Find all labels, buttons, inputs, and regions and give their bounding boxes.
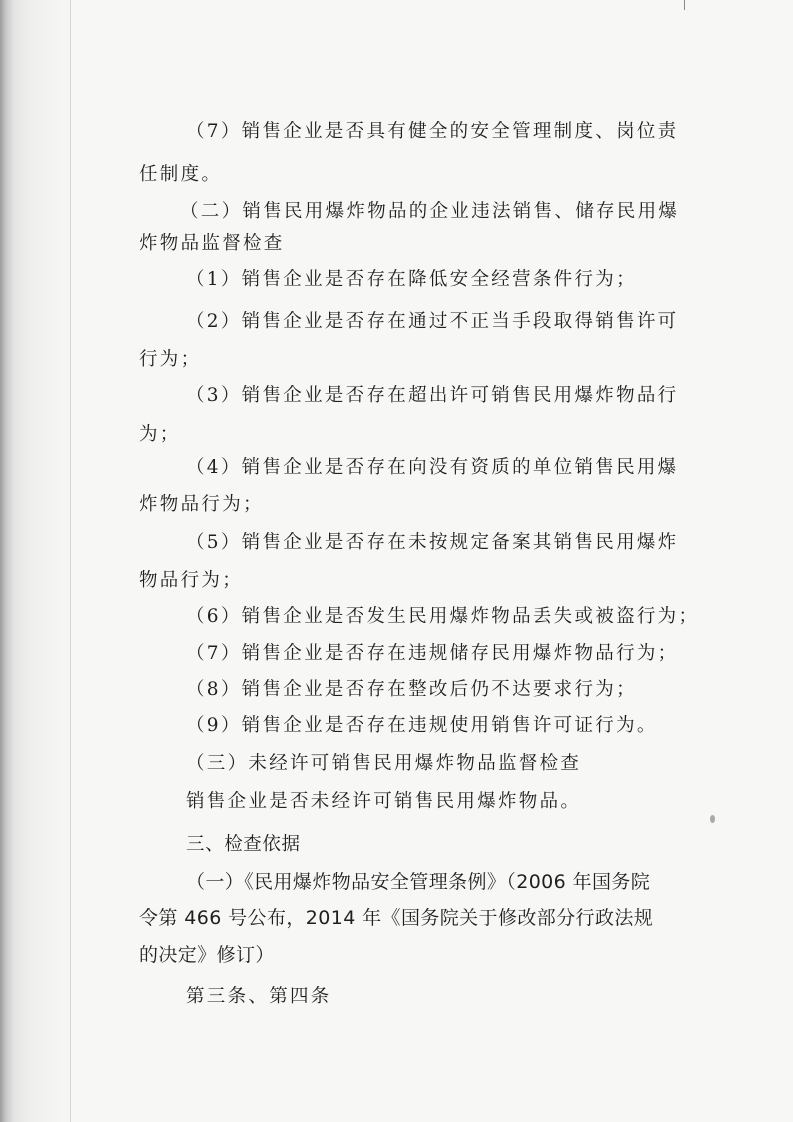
scan-mark [684, 0, 685, 10]
text-line: 第三条、第四条 [186, 986, 332, 1007]
text-line: （3）销售企业是否存在超出许可销售民用爆炸物品行 [186, 385, 679, 406]
text-line: 炸物品监督检查 [139, 233, 285, 254]
text-line: （7）销售企业是否具有健全的安全管理制度、岗位责 [186, 121, 679, 142]
text-line: 令第 466 号公布，2014 年《国务院关于修改部分行政法规 [139, 907, 654, 929]
text-line: （6）销售企业是否发生民用爆炸物品丢失或被盗行为； [186, 606, 700, 627]
text-line: 行为； [139, 349, 202, 370]
scan-edge-line [70, 0, 71, 1122]
text-line: 的决定》修订） [139, 944, 275, 966]
text-line: 任制度。 [139, 164, 223, 185]
text-line: （一）《民用爆炸物品安全管理条例》（2006 年国务院 [186, 871, 651, 893]
section-heading: （三）未经许可销售民用爆炸物品监督检查 [186, 753, 582, 774]
text-line: （8）销售企业是否存在整改后仍不达要求行为； [186, 679, 637, 700]
text-line: 炸物品行为； [139, 494, 264, 515]
text-line: （7）销售企业是否存在违规储存民用爆炸物品行为； [186, 643, 679, 664]
text-line: 为； [139, 424, 181, 445]
section-heading: （二）销售民用爆炸物品的企业违法销售、储存民用爆 [180, 201, 680, 222]
text-line: （4）销售企业是否存在向没有资质的单位销售民用爆 [186, 457, 679, 478]
scan-binding-shadow [0, 0, 74, 1122]
text-line: （1）销售企业是否存在降低安全经营条件行为； [186, 269, 637, 290]
text-line: （9）销售企业是否存在违规使用销售许可证行为。 [186, 715, 658, 736]
chapter-heading: 三、检查依据 [186, 834, 301, 855]
text-line: （2）销售企业是否存在通过不正当手段取得销售许可 [186, 311, 679, 332]
text-line: （5）销售企业是否存在未按规定备案其销售民用爆炸 [186, 532, 679, 553]
scan-speck [710, 815, 715, 823]
text-line: 物品行为； [139, 570, 244, 591]
text-line: 销售企业是否未经许可销售民用爆炸物品。 [186, 791, 582, 812]
